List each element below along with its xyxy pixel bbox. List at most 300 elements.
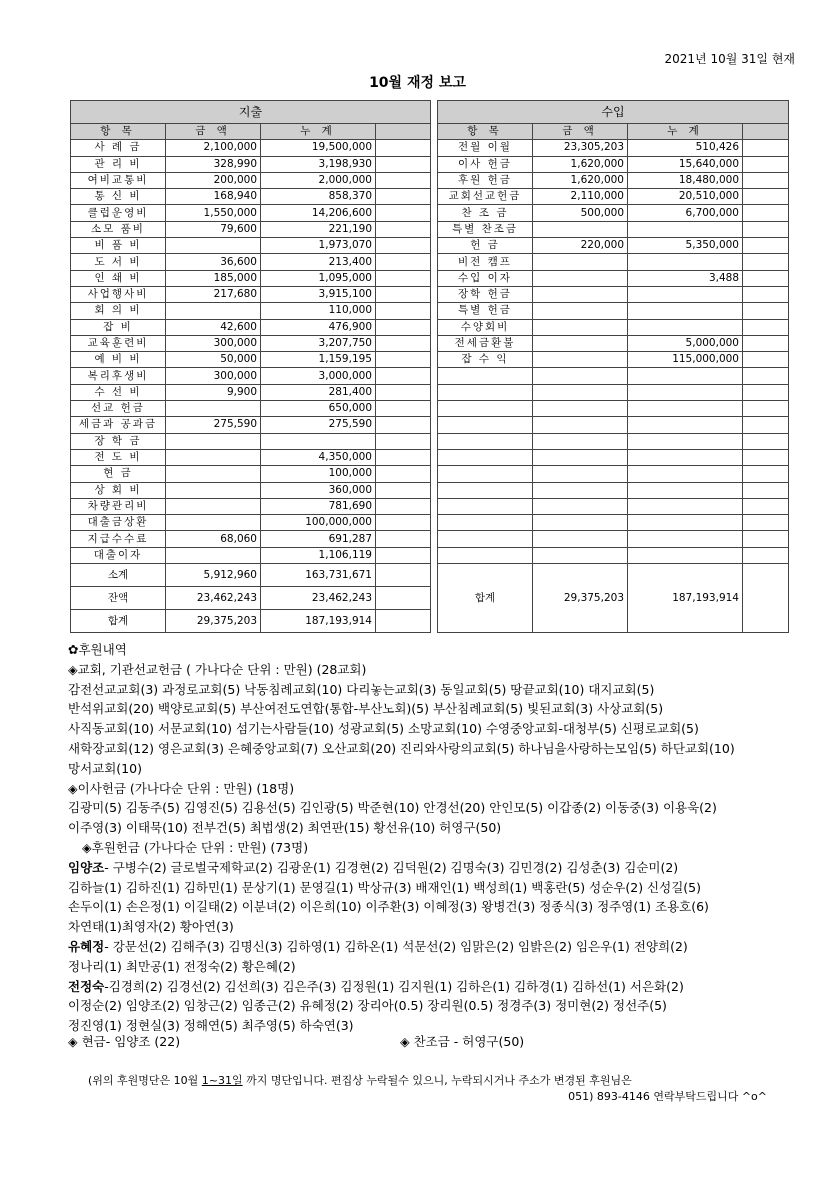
expense-note [376,433,431,449]
expense-amount [166,482,261,498]
expense-note [376,515,431,531]
income-note [743,335,789,351]
income-total-amount: 29,375,203 [533,564,628,633]
income-item: 찬 조 금 [438,205,533,221]
group-members: 정나리(1) 최만공(1) 전정숙(2) 황은혜(2) [68,958,296,974]
income-amount [533,221,628,237]
col-item: 항 목 [438,124,533,140]
expense-total: 476,900 [261,319,376,335]
income-total: 20,510,000 [628,189,743,205]
expense-item: 복리후생비 [71,368,166,384]
group-1 [68,858,808,937]
table-gap [431,587,438,610]
income-amount [533,515,628,531]
income-amount [533,433,628,449]
table-row [71,449,789,465]
income-total: 510,426 [628,140,743,156]
table-row [71,221,789,237]
table-gap [431,221,438,237]
group-members: 정진영(1) 정현실(3) 정해연(5) 최주영(5) 하숙연(3) [68,1018,354,1034]
expense-amount [166,515,261,531]
col-total: 누 계 [261,124,376,140]
note-line [68,897,808,917]
expense-header: 지출 [71,101,431,124]
expense-total: 1,159,195 [261,352,376,368]
table-gap [431,417,438,433]
income-note [743,319,789,335]
income-note [743,417,789,433]
expense-total: 275,590 [261,417,376,433]
table-gap [431,172,438,188]
income-item [438,531,533,547]
expense-amount: 36,600 [166,254,261,270]
income-amount [533,319,628,335]
table-gap [431,335,438,351]
expense-item: 도 서 비 [71,254,166,270]
table-gap [431,319,438,335]
income-amount [533,352,628,368]
expense-item: 대출이자 [71,547,166,563]
notes-heading: ✿후원내역 [68,642,127,657]
expense-total: 691,287 [261,531,376,547]
income-note [743,368,789,384]
expense-note [376,303,431,319]
income-note [743,498,789,514]
expense-item: 대출금상환 [71,515,166,531]
income-note [743,156,789,172]
income-note [743,303,789,319]
expense-item: 인 쇄 비 [71,270,166,286]
expense-note [376,368,431,384]
table-gap [431,449,438,465]
income-item [438,498,533,514]
contact-line: 051) 893-4146 연락부탁드립니다 ^o^ [568,1090,767,1103]
expense-total: 1,106,119 [261,547,376,563]
col-item: 항 목 [71,124,166,140]
total-note [376,587,431,610]
income-total: 3,488 [628,270,743,286]
note-line: 감전선교교회(3) 과정로교회(5) 낙동침례교회(10) 다리놓는교회(3) 동일교회(5) 땅끝교회(10) 대지교회(5) [68,681,655,697]
income-note [743,254,789,270]
expense-note [376,531,431,547]
expense-item: 사 례 금 [71,140,166,156]
total-amount: 5,912,960 [166,564,261,587]
income-note [743,205,789,221]
note-line: 반석위교회(20) 백양로교회(5) 부산여전도연합(통합-부산노회)(5) 부산침례교회(5) 빛된교회(3) 사상교회(5) [68,701,664,717]
col-amount: 금 액 [533,124,628,140]
table-gap [431,466,438,482]
table-gap [431,205,438,221]
table-row [71,547,789,563]
income-amount [533,401,628,417]
income-item: 수입 이자 [438,270,533,286]
note-line [68,917,808,937]
income-item: 비전 캠프 [438,254,533,270]
note-line [68,878,808,898]
table-row [71,401,789,417]
group-members: - 강문선(2) 김해주(3) 김명신(3) 김하영(1) 김하온(1) 석문선(2) 임맑은(2) 임밝은(2) 임은우(1) 전양희(2) [104,938,688,954]
table-row [71,140,789,156]
table-gap [431,352,438,368]
table-row [71,189,789,205]
total-row [71,564,789,587]
table-row [71,531,789,547]
income-note [743,189,789,205]
income-item [438,401,533,417]
income-total [628,303,743,319]
income-amount [533,286,628,302]
expense-amount: 217,680 [166,286,261,302]
table-row [71,417,789,433]
expense-item: 비 품 비 [71,238,166,254]
expense-total: 19,500,000 [261,140,376,156]
total-note [376,610,431,633]
income-total [628,401,743,417]
table-row [71,156,789,172]
expense-total: 3,000,000 [261,368,376,384]
income-item: 잡 수 익 [438,352,533,368]
expense-item: 상 회 비 [71,482,166,498]
income-total [628,449,743,465]
expense-amount: 185,000 [166,270,261,286]
table-row [71,254,789,270]
expense-amount: 328,990 [166,156,261,172]
income-total-note [743,564,789,633]
income-note [743,482,789,498]
expense-amount [166,449,261,465]
expense-note [376,254,431,270]
expense-amount [166,303,261,319]
expense-note [376,140,431,156]
note-line [68,977,808,997]
income-item [438,547,533,563]
income-item: 전세금환불 [438,335,533,351]
expense-note [376,335,431,351]
table-row [71,286,789,302]
expense-item: 사업행사비 [71,286,166,302]
expense-total: 650,000 [261,401,376,417]
expense-note [376,417,431,433]
note-line: 이주영(3) 이태묵(10) 전부건(5) 최법생(2) 최연판(15) 황선유(10) 허영구(50) [68,820,502,836]
income-total: 115,000,000 [628,352,743,368]
expense-total: 100,000 [261,466,376,482]
expense-total: 4,350,000 [261,449,376,465]
income-note [743,547,789,563]
expense-item: 선교 헌금 [71,401,166,417]
income-total [628,433,743,449]
expense-total: 100,000,000 [261,515,376,531]
col-amount: 금 액 [166,124,261,140]
table-gap [431,303,438,319]
income-note [743,286,789,302]
income-item [438,368,533,384]
group-members: 차연태(1)최영자(2) 황아연(3) [68,919,234,935]
income-amount [533,466,628,482]
income-item: 수양회비 [438,319,533,335]
income-total-cumulative: 187,193,914 [628,564,743,633]
income-amount [533,254,628,270]
table-gap [431,498,438,514]
expense-total: 3,915,100 [261,286,376,302]
expense-total: 281,400 [261,384,376,400]
income-amount [533,482,628,498]
expense-total: 781,690 [261,498,376,514]
income-amount: 23,305,203 [533,140,628,156]
expense-amount: 9,900 [166,384,261,400]
income-total [628,221,743,237]
expense-item: 전 도 비 [71,449,166,465]
group-members: - 구병수(2) 글로벌국제학교(2) 김광운(1) 김경현(2) 김덕원(2) 김명숙(3) 김민경(2) 김성춘(3) 김순미(2) [104,859,679,875]
note-line [68,957,808,977]
income-total [628,286,743,302]
expense-total: 3,207,750 [261,335,376,351]
expense-amount [166,401,261,417]
income-amount: 220,000 [533,238,628,254]
expense-note [376,384,431,400]
income-amount [533,303,628,319]
note-line: 망서교회(10) [68,760,142,776]
group-leader: 전정숙 [68,978,105,994]
income-amount [533,270,628,286]
income-item [438,449,533,465]
expense-total: 858,370 [261,189,376,205]
expense-note [376,449,431,465]
table-gap [431,515,438,531]
expense-note [376,238,431,254]
group-members: -김경희(2) 김경선(2) 김선희(3) 김은주(3) 김정원(1) 김지원(1) 김하은(1) 김하경(1) 김하선(1) 서은화(2) [104,978,684,994]
total-label: 합계 [71,610,166,633]
expense-item: 차량관리비 [71,498,166,514]
finance-table [70,100,789,633]
income-item: 후원 헌금 [438,172,533,188]
income-note [743,270,789,286]
table-gap [431,531,438,547]
income-note [743,172,789,188]
income-total [628,515,743,531]
expense-note [376,401,431,417]
page-title: 10월 재정 보고 [369,75,466,91]
expense-note [376,498,431,514]
income-total: 5,350,000 [628,238,743,254]
income-total: 6,700,000 [628,205,743,221]
expense-amount: 168,940 [166,189,261,205]
table-row [71,466,789,482]
table-row [71,270,789,286]
expense-item: 여비교통비 [71,172,166,188]
income-header: 수입 [438,101,789,124]
group-members: 손두이(1) 손은정(1) 이길태(2) 이분녀(2) 이은희(10) 이주환(3) 이혜정(3) 왕병건(3) 정종식(3) 정주영(1) 조용호(6) [68,899,709,915]
expense-amount [166,547,261,563]
expense-note [376,221,431,237]
disclaimer-post: 까지 명단입니다. 편집상 누락될수 있으니, 누락되시거나 주소가 변경된 후원님은 [242,1074,632,1087]
table-row [71,172,789,188]
expense-item: 클럽운영비 [71,205,166,221]
expense-amount: 68,060 [166,531,261,547]
church-heading: ◈교회, 기관선교헌금 ( 가나다순 단위 : 만원) (28교회) [68,661,367,677]
expense-item: 잡 비 [71,319,166,335]
table-gap [431,482,438,498]
note-line: 김광미(5) 김동주(5) 김영진(5) 김용선(5) 김인광(5) 박준현(10) 안경선(20) 안인모(5) 이갑종(2) 이동중(3) 이용욱(2) [68,800,717,816]
income-amount [533,417,628,433]
expense-total: 213,400 [261,254,376,270]
expense-note [376,466,431,482]
table-row [71,238,789,254]
note-line: 사직동교회(10) 서문교회(10) 섬기는사람들(10) 성광교회(5) 소망교회(10) 수영중앙교회-대청부(5) 신평로교회(5) [68,721,699,737]
table-gap [431,156,438,172]
director-heading: ◈이사헌금 (가나다순 단위 : 만원) (18명) [68,780,295,796]
expense-note [376,319,431,335]
expense-note [376,482,431,498]
expense-item: 현 금 [71,466,166,482]
income-note [743,221,789,237]
expense-note [376,270,431,286]
expense-total: 1,973,070 [261,238,376,254]
report-date: 2021년 10월 31일 현재 [664,52,795,66]
expense-amount: 79,600 [166,221,261,237]
income-note [743,352,789,368]
table-gap [431,140,438,156]
income-note [743,466,789,482]
income-amount [533,547,628,563]
total-label: 소계 [71,564,166,587]
expense-amount: 275,590 [166,417,261,433]
income-item: 교회선교헌금 [438,189,533,205]
income-item: 특별 헌금 [438,303,533,319]
income-amount [533,498,628,514]
income-amount [533,449,628,465]
expense-total: 360,000 [261,482,376,498]
expense-note [376,156,431,172]
expense-amount: 50,000 [166,352,261,368]
expense-note [376,286,431,302]
total-cumulative: 187,193,914 [261,610,376,633]
income-total [628,254,743,270]
total-cumulative: 23,462,243 [261,587,376,610]
expense-amount [166,433,261,449]
support-notes [68,640,808,1036]
income-item: 장학 헌금 [438,286,533,302]
supporter-heading: ◈후원헌금 (가나다순 단위 : 만원) (73명) [82,839,309,855]
income-note [743,384,789,400]
table-row [71,319,789,335]
church-list [68,680,808,779]
expense-item: 통 신 비 [71,189,166,205]
table-gap [431,547,438,563]
expense-item: 교육훈련비 [71,335,166,351]
expense-note [376,189,431,205]
total-note [376,564,431,587]
expense-item: 소모 품비 [71,221,166,237]
group-members: 김하늘(1) 김하진(1) 김하민(1) 문상기(1) 문영길(1) 박상규(3) 배재인(1) 백성희(1) 백홍란(5) 성순우(2) 신성길(5) [68,879,701,895]
director-list [68,798,808,838]
table-row [71,205,789,221]
income-amount: 1,620,000 [533,172,628,188]
income-amount: 2,110,000 [533,189,628,205]
group-leader: 임양조 [68,859,105,875]
expense-item: 세금과 공과금 [71,417,166,433]
income-item: 이사 헌금 [438,156,533,172]
expense-total [261,433,376,449]
income-total [628,417,743,433]
expense-total: 3,198,930 [261,156,376,172]
income-amount: 500,000 [533,205,628,221]
income-amount [533,368,628,384]
income-note [743,433,789,449]
expense-amount: 42,600 [166,319,261,335]
income-total [628,482,743,498]
group-leader: 유혜정 [68,938,105,954]
income-total [628,498,743,514]
note-line: 새학장교회(12) 영은교회(3) 은혜중앙교회(7) 오산교회(20) 진리와사랑의교회(5) 하나님을사랑하는모임(5) 하단교회(10) [68,740,735,756]
expense-total: 110,000 [261,303,376,319]
income-note [743,238,789,254]
total-amount: 23,462,243 [166,587,261,610]
table-gap [431,610,438,633]
disclaimer-pre: (위의 후원명단은 10월 [88,1074,202,1087]
expense-note [376,205,431,221]
expense-amount [166,466,261,482]
sponsor-line: ◈ 찬조금 - 허영구(50) [400,1034,525,1049]
table-gap [431,286,438,302]
income-item [438,466,533,482]
income-note [743,401,789,417]
expense-total: 14,206,600 [261,205,376,221]
expense-total: 2,000,000 [261,172,376,188]
table-row [71,515,789,531]
income-item [438,482,533,498]
table-gap [431,238,438,254]
expense-amount: 2,100,000 [166,140,261,156]
table-gap [431,254,438,270]
income-amount [533,531,628,547]
expense-item: 회 의 비 [71,303,166,319]
note-line [68,937,808,957]
table-row [71,352,789,368]
total-label: 잔액 [71,587,166,610]
expense-item: 수 선 비 [71,384,166,400]
expense-item: 관 리 비 [71,156,166,172]
income-total [628,368,743,384]
disclaimer-period: 1~31일 [201,1074,243,1087]
income-item [438,384,533,400]
table-row [71,303,789,319]
income-note [743,449,789,465]
income-item [438,417,533,433]
income-amount [533,335,628,351]
income-note [743,140,789,156]
expense-total: 221,190 [261,221,376,237]
table-gap [431,368,438,384]
expense-note [376,547,431,563]
expense-amount: 200,000 [166,172,261,188]
income-amount: 1,620,000 [533,156,628,172]
income-total: 18,480,000 [628,172,743,188]
table-gap [431,401,438,417]
expense-amount: 300,000 [166,368,261,384]
group-2 [68,937,808,977]
table-row [71,482,789,498]
note-line [68,996,808,1016]
income-item [438,515,533,531]
income-total [628,531,743,547]
expense-item: 장 학 금 [71,433,166,449]
table-gap [431,189,438,205]
expense-item: 지급수수료 [71,531,166,547]
table-gap [431,270,438,286]
table-gap [431,384,438,400]
disclaimer [88,1072,632,1088]
expense-note [376,352,431,368]
